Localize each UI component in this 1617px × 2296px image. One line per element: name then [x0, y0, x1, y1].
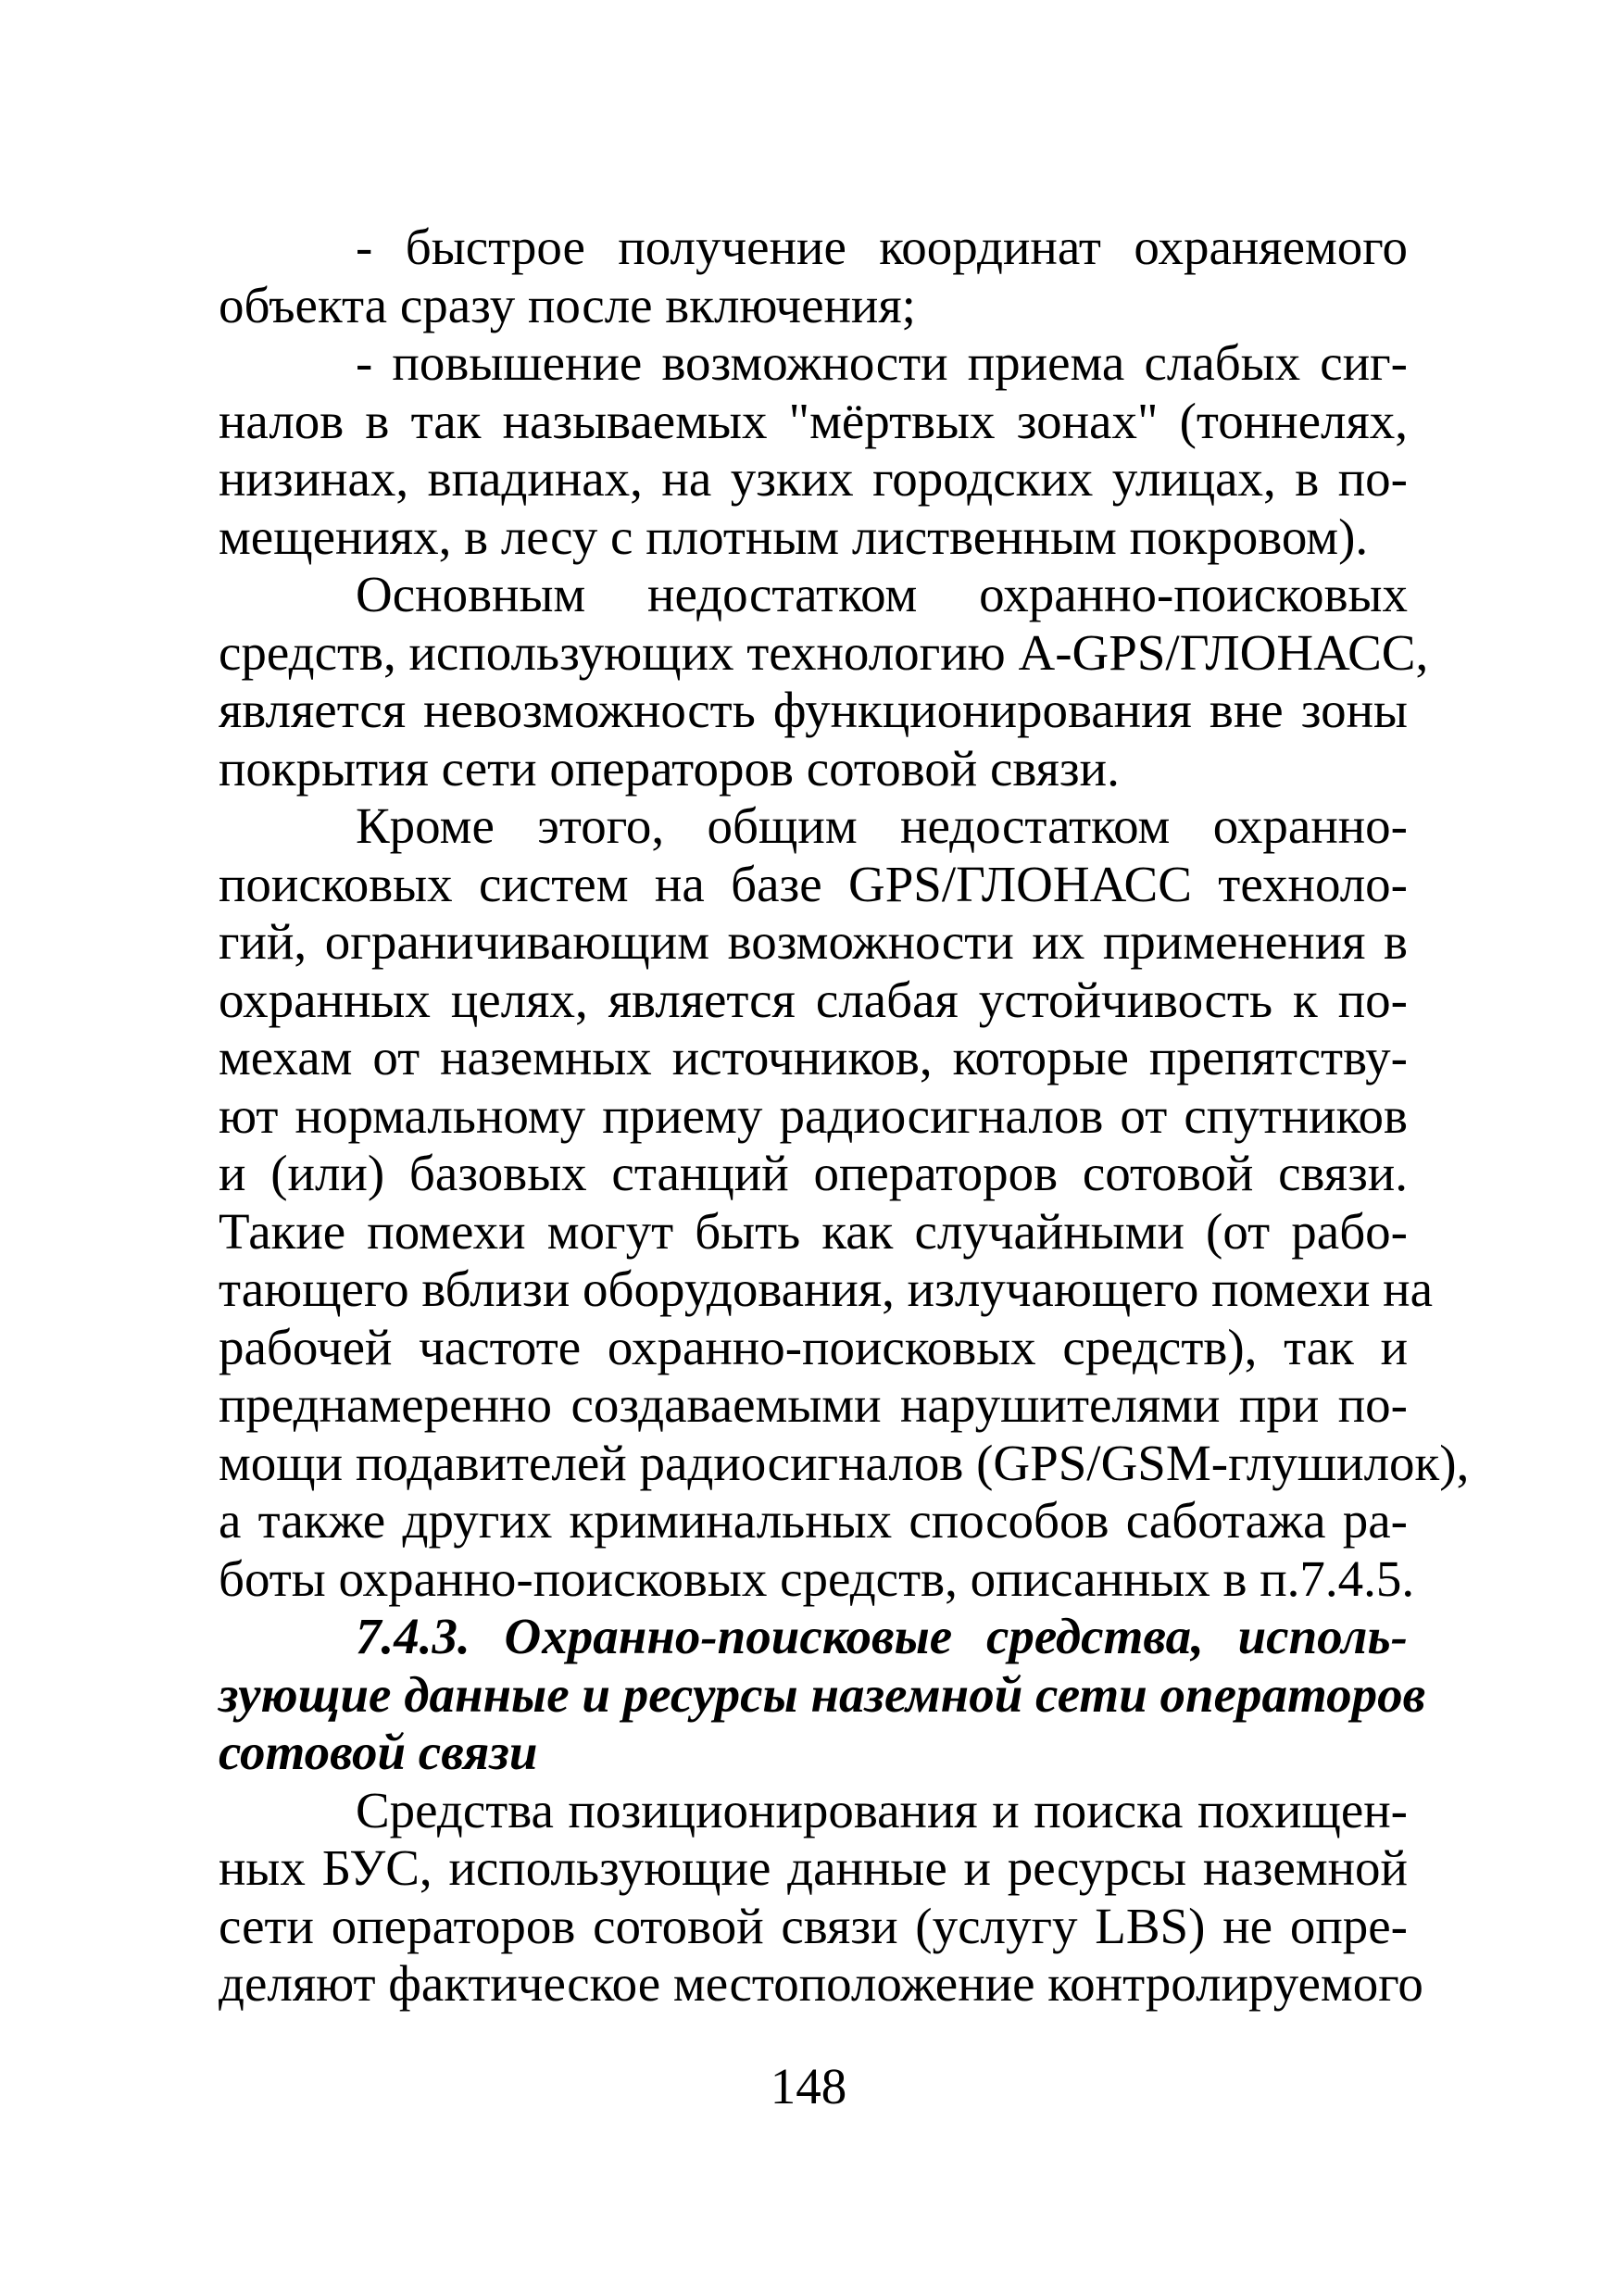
text-line: мощи подавителей радиосигналов (GPS/GSM-глушилок), — [219, 1434, 1470, 1491]
text-line: поисковых систем на базе GPS/ГЛОНАСС техноло- — [219, 855, 1408, 912]
page-number: 148 — [770, 2058, 847, 2114]
text-line: боты охранно-поисковых средств, описанных в п.7.4.5. — [219, 1549, 1415, 1607]
heading-line: сотовой связи — [219, 1724, 538, 1780]
paragraph — [219, 797, 1470, 1608]
text-line: гий, ограничивающим возможности их применения в — [219, 913, 1408, 970]
section-heading — [219, 1608, 1426, 1782]
text-line: - повышение возможности приема слабых сиг- — [356, 334, 1408, 391]
text-line: ных БУС, использующие данные и ресурсы наземной — [219, 1839, 1408, 1896]
text-line: рабочей частоте охранно-поисковых средств), так и — [219, 1318, 1408, 1375]
text-line: сети операторов сотовой связи (услугу LBS) не опре- — [219, 1897, 1408, 1954]
text-line: охранных целях, является слабая устойчивость к по- — [219, 971, 1408, 1028]
heading-line: 7.4.3. Охранно-поисковые средства, исполь- — [356, 1608, 1408, 1664]
text-line: налов в так называемых "мёртвых зонах" (тоннелях, — [219, 392, 1408, 449]
text-line: мещениях, в лесу с плотным лиственным покровом). — [219, 508, 1369, 565]
text-line: - быстрое получение координат охраняемого — [356, 219, 1408, 275]
text-line: является невозможность функционирования вне зоны — [219, 682, 1408, 738]
text-line: Такие помехи могут быть как случайными (от рабо- — [219, 1202, 1408, 1260]
heading-line: зующие данные и ресурсы наземной сети операторов — [219, 1665, 1426, 1723]
text-line: деляют фактическое местоположение контролируемого — [219, 1955, 1423, 2012]
text-line: ют нормальному приему радиосигналов от спутников — [219, 1086, 1408, 1144]
text-line: покрытия сети операторов сотовой связи. — [219, 739, 1120, 797]
text-line: а также других криминальных способов саботажа ра- — [219, 1492, 1408, 1549]
paragraph — [219, 219, 1408, 334]
paragraph — [219, 566, 1429, 797]
text-line: мехам от наземных источников, которые препятству- — [219, 1029, 1408, 1085]
text-line: низинах, впадинах, на узких городских улицах, в по- — [219, 450, 1408, 507]
text-line: и (или) базовых станций операторов сотовой связи. — [219, 1145, 1408, 1201]
text-line: средств, использующих технологию A-GPS/ГЛОНАСС, — [219, 623, 1429, 681]
text-line: тающего вблизи оборудования, излучающего помехи на — [219, 1261, 1434, 1317]
text-line: преднамеренно создаваемыми нарушителями при по- — [219, 1376, 1408, 1433]
paragraph — [219, 334, 1408, 566]
text-line: Средства позиционирования и поиска похищен- — [356, 1781, 1408, 1838]
page-body — [219, 219, 1470, 2014]
paragraph — [219, 1781, 1423, 2014]
text-line: Кроме этого, общим недостатком охранно- — [356, 797, 1408, 854]
text-line: Основным недостатком охранно-поисковых — [356, 566, 1408, 622]
text-line: объекта сразу после включения; — [219, 276, 916, 333]
